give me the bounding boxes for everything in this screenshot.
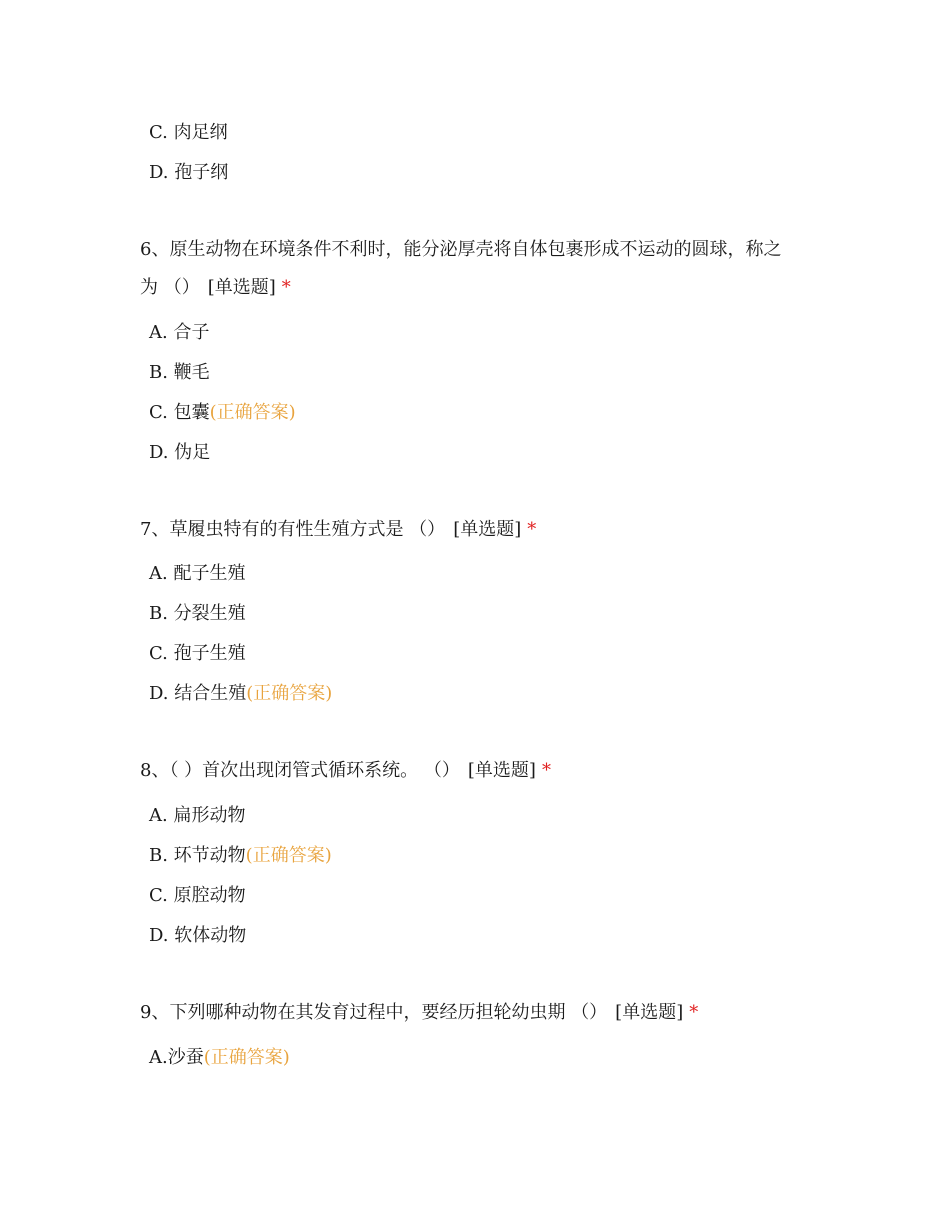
question-7-line-1 [140, 511, 820, 549]
option-text: B. 分裂生殖 [149, 603, 246, 624]
option-text: A. 合子 [149, 322, 210, 343]
option-8-c [149, 884, 246, 908]
option-7-d [149, 682, 332, 706]
option-text: C. 包囊 [149, 402, 210, 423]
option-text: D. 孢子纲 [149, 162, 229, 183]
option-text: A. 配子生殖 [149, 563, 246, 584]
option-6-a [149, 321, 209, 345]
option-text: B. 鞭毛 [149, 362, 210, 383]
question-type-tag: [单选题] [467, 760, 536, 781]
option-6-d [149, 441, 210, 465]
option-text: A.沙蚕 [149, 1047, 204, 1068]
question-6-line-2 [140, 269, 820, 307]
option-8-a [149, 804, 245, 828]
question-8-line-1-text: 8、（ ）首次出现闭管式循环系统。 （） [140, 760, 460, 781]
option-7-c [149, 642, 246, 666]
question-6-line-1: 6、原生动物在环境条件不利时，能分泌厚壳将自体包裹形成不运动的圆球，称之 [140, 239, 782, 260]
option-7-a [149, 562, 245, 586]
question-9-stem [140, 994, 820, 1032]
question-6-line-2-text: 为 （） [140, 277, 200, 298]
question-6-stem [140, 231, 820, 307]
correct-answer-mark: (正确答案) [203, 1047, 290, 1068]
option-6-b [149, 361, 210, 385]
option-9-a [149, 1046, 290, 1070]
option-text: C. 孢子生殖 [149, 643, 246, 664]
question-7-line-1-text: 7、草履虫特有的有性生殖方式是 （） [140, 519, 446, 540]
option-text: D. 结合生殖 [149, 683, 247, 704]
option-text: C. 原腔动物 [149, 885, 246, 906]
question-8-line-1 [140, 752, 820, 790]
required-mark: * [541, 760, 551, 781]
required-mark: * [527, 519, 537, 540]
question-type-tag: [单选题] [453, 519, 522, 540]
option-8-b [149, 844, 332, 868]
option-5-d [149, 161, 228, 185]
option-8-d [149, 924, 246, 948]
option-text: D. 伪足 [149, 442, 211, 463]
question-type-tag: [单选题] [615, 1002, 684, 1023]
question-7-stem [140, 511, 820, 549]
question-9-line-1 [140, 994, 820, 1032]
option-7-b [149, 602, 246, 626]
option-text: B. 环节动物 [149, 845, 246, 866]
correct-answer-mark: (正确答案) [246, 683, 333, 704]
option-text: D. 软体动物 [149, 925, 247, 946]
option-5-c [149, 121, 228, 145]
required-mark: * [689, 1002, 699, 1023]
option-text: C. 肉足纲 [149, 122, 228, 143]
question-type-tag: [单选题] [207, 277, 276, 298]
option-text: A. 扁形动物 [149, 805, 246, 826]
question-9-line-1-text: 9、下列哪种动物在其发育过程中，要经历担轮幼虫期 （） [140, 1002, 608, 1023]
question-8-stem [140, 752, 820, 790]
correct-answer-mark: (正确答案) [245, 845, 332, 866]
option-6-c [149, 401, 296, 425]
required-mark: * [281, 277, 291, 298]
correct-answer-mark: (正确答案) [209, 402, 296, 423]
